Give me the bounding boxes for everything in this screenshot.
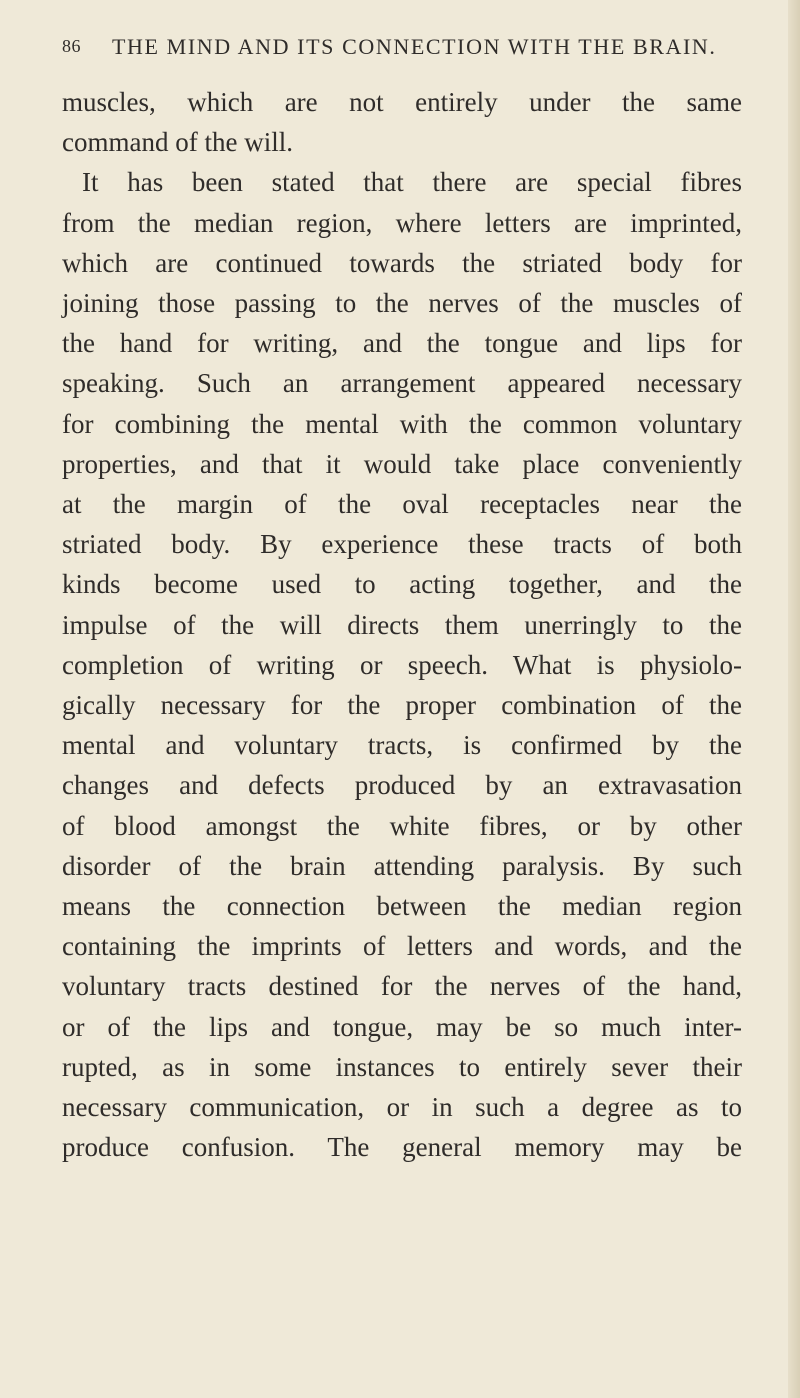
running-head — [62, 34, 782, 66]
text-line: muscles, which are not entirely under the same — [62, 87, 742, 117]
text-line: disorder of the brain attending paralysis. By such — [62, 850, 742, 881]
text-line: from the median region, where letters are imprinted, — [62, 207, 742, 238]
text-line: voluntary tracts destined for the nerves of the hand, — [62, 971, 742, 1002]
text-line: means the connection between the median region — [62, 891, 742, 922]
text-line: which are continued towards the striated body for — [62, 247, 742, 278]
text-line: properties, and that it would take place conveniently — [62, 448, 742, 479]
text-line: rupted, as in some instances to entirely sever their — [62, 1051, 742, 1082]
paragraph-start-line: It has been stated that there are special fibres — [82, 167, 742, 198]
text-line: necessary communication, or in such a degree as to — [62, 1092, 742, 1123]
text-line: changes and defects produced by an extravasation — [62, 770, 742, 801]
text-line: the hand for writing, and the tongue and lips for — [62, 328, 742, 359]
text-line: kinds become used to acting together, and the — [62, 569, 742, 600]
header-title: THE MIND AND ITS CONNECTION WITH THE BRAIN. — [112, 34, 717, 59]
text-line: or of the lips and tongue, may be so much inter- — [62, 1011, 742, 1042]
page-edge-shadow — [788, 0, 800, 1398]
text-line: containing the imprints of letters and words, and the — [62, 931, 742, 962]
text-line: mental and voluntary tracts, is confirmed by the — [62, 730, 742, 761]
text-line: completion of writing or speech. What is physiolo- — [62, 649, 742, 680]
text-line: at the margin of the oval receptacles near the — [62, 489, 742, 520]
text-line: joining those passing to the nerves of the muscles of — [62, 288, 742, 319]
text-line: for combining the mental with the common voluntary — [62, 408, 742, 439]
text-line: produce confusion. The general memory may be — [62, 1132, 742, 1163]
body-text — [62, 82, 742, 1167]
text-line: command of the will. — [62, 127, 293, 158]
page-number: 86 — [62, 36, 81, 56]
text-line: striated body. By experience these tracts of both — [62, 529, 742, 560]
text-line: impulse of the will directs them unerringly to the — [62, 609, 742, 640]
text-line: gically necessary for the proper combination of the — [62, 690, 742, 721]
text-line: of blood amongst the white fibres, or by other — [62, 810, 742, 841]
text-line: speaking. Such an arrangement appeared necessary — [62, 368, 742, 399]
